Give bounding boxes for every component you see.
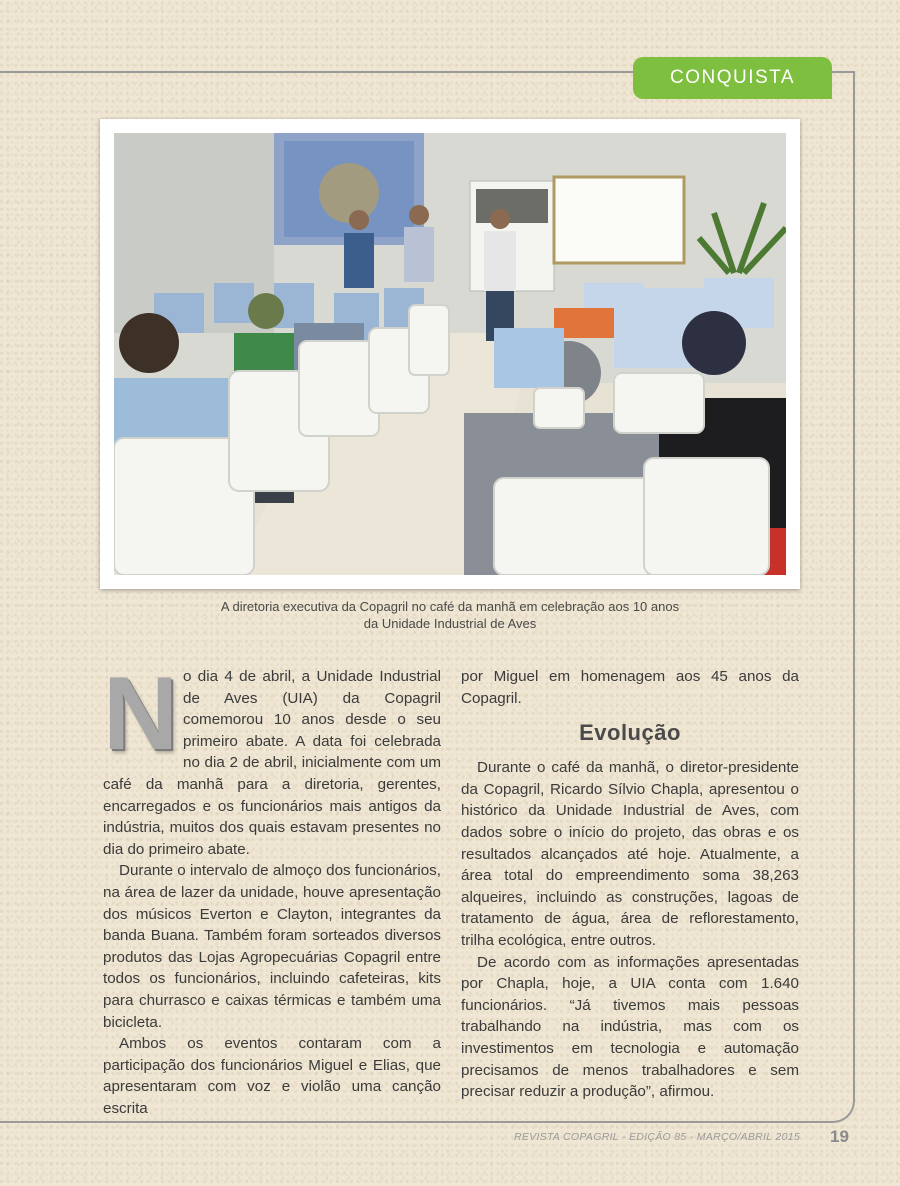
caption-line-1: A diretoria executiva da Copagril no café da manhã em celebração aos 10 anos <box>220 599 680 614</box>
photo-caption <box>150 598 750 632</box>
article-paragraph-5: De acordo com as informações apresentadas por Chapla, hoje, a UIA conta com 1.640 funcionários. “Já tivemos mais pessoas trabalhando na indústria, mas com os investimentos em tecnologia e automação precisamos de menos trabalhadores e sem precisar reduzir a produção”, afirmou. <box>461 953 799 1101</box>
section-label: CONQUISTA <box>669 67 796 88</box>
drop-cap: N <box>103 656 179 772</box>
article-column-right <box>461 666 799 1103</box>
paragraph-1-text: o dia 4 de abril, a Unidade Industrial de Aves (UIA) da Copagril comemorou 10 anos desde o seu primeiro abate. A data foi celebrada no dia 2 de abril, inicialmente com um café da manhã para a diretoria, gerentes, encarregados e os funcionários mais antigos da indústria, muitos dos quais estavam presentes no dia do primeiro abate. <box>103 668 441 858</box>
magazine-footer: REVISTA COPAGRIL - EDIÇÃO 85 - MARÇO/ABRIL 2015 <box>513 1131 800 1143</box>
article-paragraph-4: Durante o café da manhã, o diretor-presidente da Copagril, Ricardo Sílvio Chapla, apresentou o histórico da Unidade Industrial de Aves, com dados sobre o início do projeto, das obras e os resultados alcançados até hoje. Atualmente, a área total do empreendimento soma 38,263 alqueires, incluindo as construções, lagoas de tratamento de água, área de reflorestamento, trilha ecológica, entre outros. <box>461 759 799 949</box>
section-tab <box>633 57 832 99</box>
article-paragraph-1 <box>103 656 441 860</box>
article-column-left <box>103 656 441 1119</box>
article-paragraph-2: Durante o intervalo de almoço dos funcionários, na área de lazer da unidade, houve apresentação dos músicos Everton e Clayton, integrantes da banda Buana. Também foram sorteados diversos produtos das Lojas Agropecuárias Copagril entre todos os funcionários, incluindo cafeteiras, kits para churrasco e caixas térmicas e também uma bicicleta. <box>103 862 441 1031</box>
page-number: 19 <box>830 1127 849 1146</box>
article-paragraph-3-continued: por Miguel em homenagem aos 45 anos da Copagril. <box>461 668 799 707</box>
event-photo <box>114 133 786 575</box>
section-subheading: Evolução <box>579 720 681 746</box>
article-paragraph-3: Ambos os eventos contaram com a participação dos funcionários Miguel e Elias, que apresentaram com voz e violão uma canção escrita <box>103 1035 441 1117</box>
photo-frame <box>100 119 800 589</box>
caption-line-2: da Unidade Industrial de Aves <box>363 616 537 631</box>
